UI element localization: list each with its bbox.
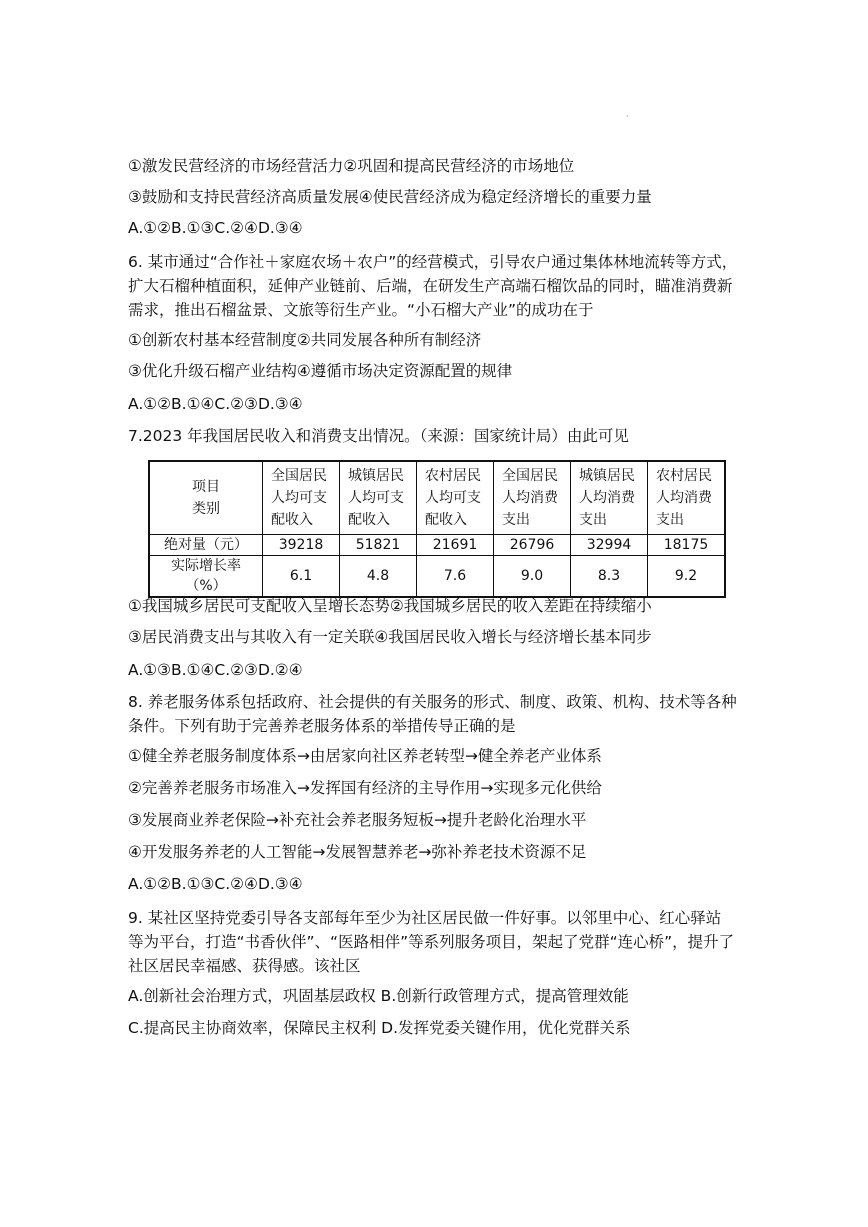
table-header-cell <box>571 461 648 535</box>
header-text: 农村居民 <box>656 468 712 484</box>
header-text: 全国居民 <box>502 468 558 484</box>
header-text: 人均可支 <box>425 490 481 506</box>
table-cell: 9.2 <box>648 556 726 598</box>
q6-stem-line-1: 6. 某市通过“合作社＋家庭农场＋农户”的经营模式，引导农户通过集体林地流转等方式， <box>128 253 738 271</box>
table-cell: 4.8 <box>340 556 417 598</box>
row-label-growth: 实际增长率（%） <box>149 556 263 598</box>
header-text: 支出 <box>656 512 684 528</box>
q8-option-line-4: ④开发服务养老的人工智能→发展智慧养老→弥补养老技术资源不足 <box>128 843 587 861</box>
table-cell: 21691 <box>417 535 494 556</box>
header-text: 人均消费 <box>579 490 635 506</box>
q7-stem: 7.2023 年我国居民收入和消费支出情况。（来源：国家统计局）由此可见 <box>128 427 629 445</box>
q5-answer-choices: A.①②B.①③C.②④D.③④ <box>128 219 303 237</box>
header-text: 配收入 <box>425 512 467 528</box>
q8-stem-line-1: 8. 养老服务体系包括政府、社会提供的有关服务的形式、制度、政策、机构、技术等各种 <box>128 693 737 711</box>
header-text: 支出 <box>579 512 607 528</box>
q5-option-line-1: ①激发民营经济的市场经营活力②巩固和提高民营经济的市场地位 <box>128 157 575 175</box>
corner-label-bottom: 类别 <box>192 501 220 517</box>
header-text: 支出 <box>502 512 530 528</box>
header-text: 人均可支 <box>271 490 327 506</box>
header-text: 人均可支 <box>348 490 404 506</box>
q7-option-line-2: ③居民消费支出与其收入有一定关联④我国居民收入增长与经济增长基本同步 <box>128 628 652 646</box>
header-text: 配收入 <box>348 512 390 528</box>
q8-option-line-3: ③发展商业养老保险→补充社会养老服务短板→提升老龄化治理水平 <box>128 811 587 829</box>
table-header-cell <box>494 461 571 535</box>
table-header-cell <box>340 461 417 535</box>
q7-answer-choices: A.①③B.①④C.②③D.②④ <box>128 661 303 679</box>
q9-options-ab: A.创新社会治理方式，巩固基层政权 B.创新行政管理方式，提高管理效能 <box>128 987 629 1005</box>
header-text: 人均消费 <box>656 490 712 506</box>
q9-stem-line-2: 等为平台，打造“书香伙伴”、“医路相伴”等系列服务项目，架起了党群“连心桥”，提升了 <box>128 933 735 951</box>
q9-options-cd: C.提高民主协商效率，保障民主权利 D.发挥党委关键作用，优化党群关系 <box>128 1019 631 1037</box>
q9-stem-line-1: 9. 某社区坚持党委引导各支部每年至少为社区居民做一件好事。以邻里中心、红心驿站 <box>128 909 722 927</box>
table-cell: 8.3 <box>571 556 648 598</box>
table-cell: 32994 <box>571 535 648 556</box>
income-consumption-table <box>148 460 726 598</box>
q6-stem-line-2: 扩大石榴种植面积，延伸产业链前、后端，在研发生产高端石榴饮品的同时，瞄准消费新 <box>128 277 733 295</box>
q6-stem-line-3: 需求，推出石榴盆景、文旅等衍生产业。“小石榴大产业”的成功在于 <box>128 301 594 319</box>
table-row <box>149 535 725 556</box>
table-header-cell <box>648 461 726 535</box>
q6-option-line-2: ③优化升级石榴产业结构④遵循市场决定资源配置的规律 <box>128 362 513 380</box>
scan-dot: · <box>626 112 629 121</box>
table-header-cell <box>263 461 340 535</box>
table-header-cell <box>417 461 494 535</box>
q8-option-line-2: ②完善养老服务市场准入→发挥国有经济的主导作用→实现多元化供给 <box>128 779 602 797</box>
q9-stem-line-3: 社区居民幸福感、获得感。该社区 <box>128 957 361 975</box>
q7-option-line-1: ①我国城乡居民可支配收入呈增长态势②我国城乡居民的收入差距在持续缩小 <box>128 597 652 615</box>
table-cell: 51821 <box>340 535 417 556</box>
header-text: 全国居民 <box>271 468 327 484</box>
corner-label-top: 项目 <box>192 479 220 495</box>
header-text: 农村居民 <box>425 468 481 484</box>
table-row <box>149 556 725 598</box>
q6-answer-choices: A.①②B.①④C.②③D.③④ <box>128 395 303 413</box>
table-cell: 26796 <box>494 535 571 556</box>
header-text: 城镇居民 <box>348 468 404 484</box>
table-cell: 6.1 <box>263 556 340 598</box>
row-label-absolute: 绝对量（元） <box>149 535 263 556</box>
header-text: 城镇居民 <box>579 468 635 484</box>
table-cell: 7.6 <box>417 556 494 598</box>
table-cell: 39218 <box>263 535 340 556</box>
table-header-row <box>149 461 725 535</box>
header-text: 配收入 <box>271 512 313 528</box>
table-cell: 9.0 <box>494 556 571 598</box>
q6-option-line-1: ①创新农村基本经营制度②共同发展各种所有制经济 <box>128 331 482 349</box>
table-cell: 18175 <box>648 535 726 556</box>
q5-option-line-2: ③鼓励和支持民营经济高质量发展④使民营经济成为稳定经济增长的重要力量 <box>128 188 652 206</box>
q8-answer-choices: A.①②B.①③C.②④D.③④ <box>128 875 303 893</box>
q8-stem-line-2: 条件。下列有助于完善养老服务体系的举措传导正确的是 <box>128 717 516 735</box>
table-corner-cell <box>149 461 263 535</box>
q8-option-line-1: ①健全养老服务制度体系→由居家向社区养老转型→健全养老产业体系 <box>128 747 602 765</box>
header-text: 人均消费 <box>502 490 558 506</box>
